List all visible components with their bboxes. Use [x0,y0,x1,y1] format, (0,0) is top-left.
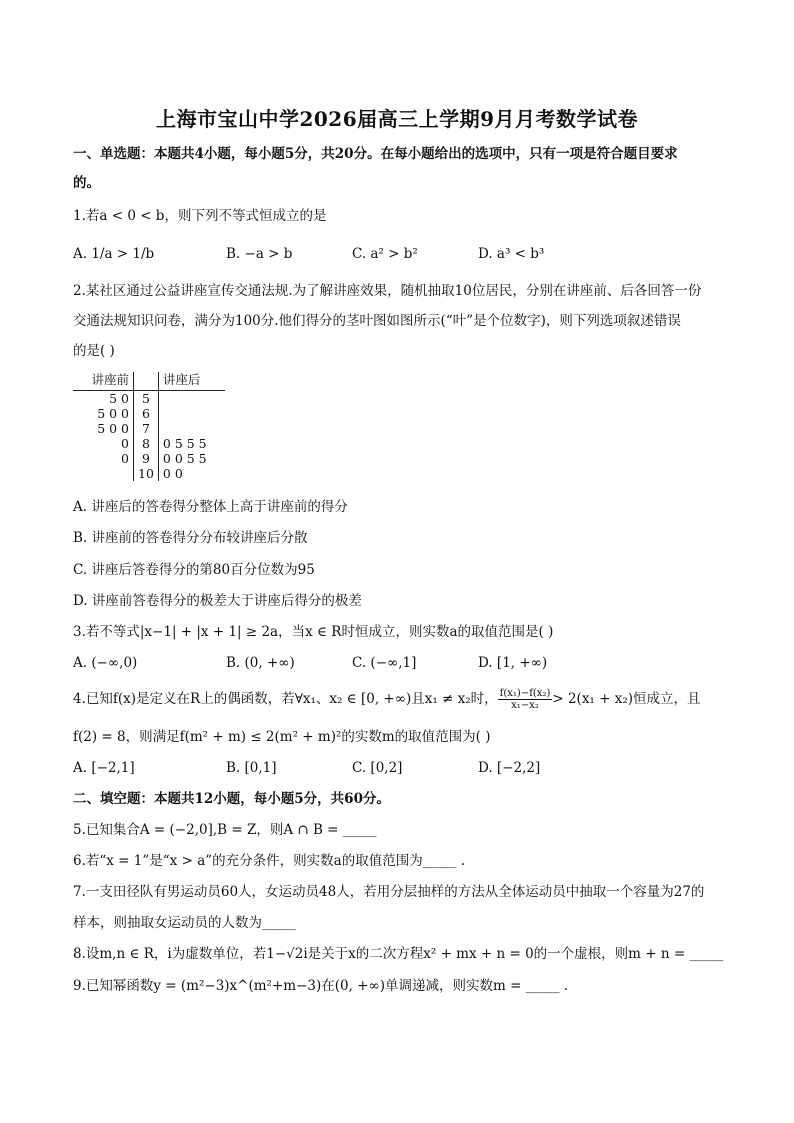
plot-leaf-after: 0 0 [162,466,183,481]
q4-fraction-numerator: f(x₁)−f(x₂) [499,688,551,699]
q2-option-b: B. 讲座前的答卷得分分布较讲座后分散 [73,530,308,546]
section1-heading: 一、单选题：本题共4小题，每小题5分，共20分。在每小题给出的选项中，只有一项是符合题目要求 [73,146,678,162]
q2-stem-line1: 2.某社区通过公益讲座宣传交通法规.为了解讲座效果，随机抽取10位居民，分别在讲座前、后各回答一份 [73,283,702,299]
q1-option-c: C. a² > b² [352,246,418,262]
plot-leaf-after [158,391,225,407]
q2-stem-line3: 的是( ) [73,343,115,359]
plot-stem: 9 [134,451,159,466]
plot-stem: 8 [134,436,159,451]
q5-stem: 5.已知集合A = (−2,0],B = Z，则A ∩ B = _____ [73,822,377,838]
plot-leaf-after [158,421,225,436]
plot-stem: 6 [134,406,159,421]
q4-fraction-denominator: x₁−x₂ [511,700,539,711]
plot-leaf-before: 5 0 0 [97,406,129,421]
q4-stem-line1 [73,688,701,711]
stem-leaf-plot [73,372,225,481]
plot-leaf-after: 0 0 5 5 [162,451,207,466]
q9-stem: 9.已知幂函数y = (m²−3)x^(m²+m−3)在(0, +∞)单调递减，则实数m = _____ . [73,978,569,994]
plot-leaf-before: 5 0 [109,391,129,406]
q8-stem: 8.设m,n ∈ R，i为虚数单位，若1−√2i是关于x的二次方程x² + mx + n = 0的一个虚根，则m + n = _____ [73,946,724,962]
plot-leaf-before: 0 [121,451,129,466]
plot-leaf-after: 0 5 5 5 [162,436,207,451]
plot-stem: 10 [134,466,159,481]
plot-row [73,406,225,421]
plot-stem: 7 [134,421,159,436]
plot-leaf-before: 5 0 0 [97,421,129,436]
q3-option-d: D. [1, +∞) [478,655,548,671]
q6-stem: 6.若“x = 1”是“x > a”的充分条件，则实数a的取值范围为_____ . [73,853,466,869]
q2-option-c: C. 讲座后答卷得分的第80百分位数为95 [73,562,315,578]
section2-heading: 二、填空题：本题共12小题，每小题5分，共60分。 [73,791,390,807]
q3-option-c: C. (−∞,1] [352,655,417,671]
q3-stem: 3.若不等式|x−1| + |x + 1| ≥ 2a，当x ∈ R时恒成立，则实数a的取值范围是( ) [73,624,554,640]
q1-option-b: B. −a > b [226,246,293,262]
plot-row [73,391,225,407]
q7-stem-line2: 样本，则抽取女运动员的人数为_____ [73,915,296,931]
plot-row [73,421,225,436]
q4-option-c: C. [0,2] [352,760,403,776]
plot-header-after: 讲座后 [158,372,225,391]
q2-stem-line2: 交通法规知识问卷，满分为100分.他们得分的茎叶图如图所示(“叶”是个位数字)，则下列选项叙述错误 [73,313,681,329]
q4-stem-part-a: 4.已知f(x)是定义在R上的偶函数，若∀x₁、x₂ ∈ [0, +∞)且x₁ ≠ x₂时， [73,691,498,707]
q4-option-b: B. [0,1] [226,760,277,776]
q4-stem-line2: f(2) = 8，则满足f(m² + m) ≤ 2(m² + m)²的实数m的取值范围为( ) [73,729,491,745]
q3-option-a: A. (−∞,0) [73,655,138,671]
plot-row [73,466,225,481]
plot-header-before: 讲座前 [73,372,134,391]
q4-stem-part-b: > 2(x₁ + x₂)恒成立，且 [552,691,701,707]
plot-stem: 5 [134,391,159,407]
q4-option-d: D. [−2,2] [478,760,541,776]
q2-option-d: D. 讲座前答卷得分的极差大于讲座后得分的极差 [73,593,362,609]
q4-fraction [498,688,553,711]
plot-leaf-before [73,466,134,481]
q2-option-a: A. 讲座后的答卷得分整体上高于讲座前的得分 [73,499,348,515]
q4-option-a: A. [−2,1] [73,760,135,776]
q1-option-d: D. a³ < b³ [478,246,545,262]
q7-stem-line1: 7.一支田径队有男运动员60人，女运动员48人，若用分层抽样的方法从全体运动员中抽取一个容量为27的 [73,884,705,900]
page-title: 上海市宝山中学2026届高三上学期9月月考数学试卷 [155,107,639,131]
plot-row [73,451,225,466]
plot-row [73,436,225,451]
plot-leaf-after [158,406,225,421]
q1-stem: 1.若a < 0 < b，则下列不等式恒成立的是 [73,208,327,224]
plot-leaf-before: 0 [121,436,129,451]
q1-option-a: A. 1/a > 1/b [73,246,155,262]
q3-option-b: B. (0, +∞) [226,655,295,671]
plot-header-stem [134,372,159,391]
section1-heading-cont: 的。 [73,175,100,191]
